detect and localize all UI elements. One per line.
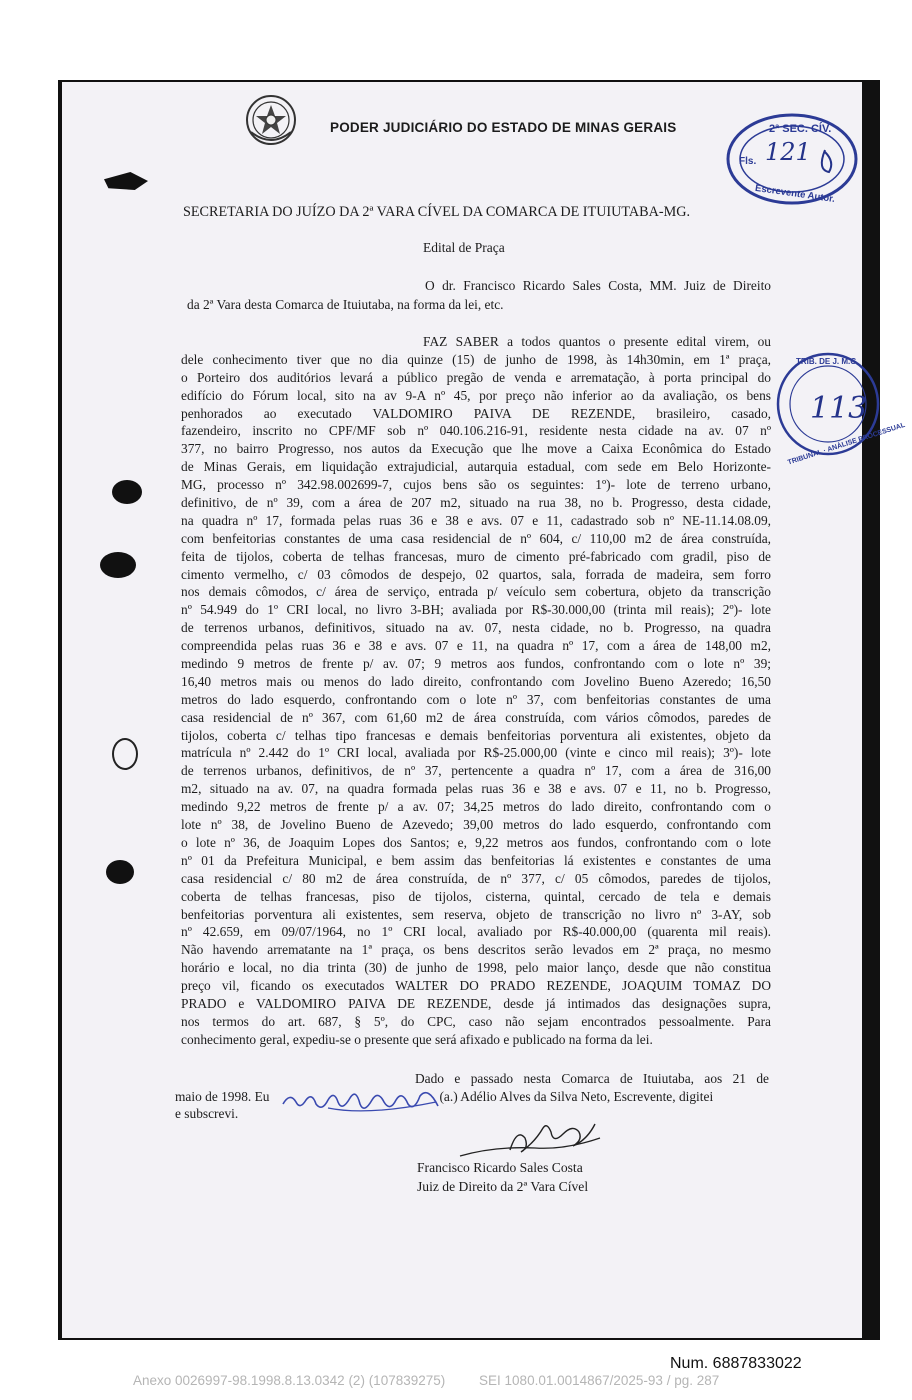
document-number: Num. 6887833022 xyxy=(670,1355,802,1372)
footer-sei: SEI 1080.01.0014867/2025-93 / pg. 287 xyxy=(479,1373,720,1388)
edital-body xyxy=(181,333,771,1049)
body-line: lote nº 38, de Jovelino Bueno de Azevedo; 39,00 metros do lado esquerdo, confrontando com xyxy=(181,817,771,833)
body-line: compreendida pelas ruas 36 e 38 e avs. 07 e 11, na quadra nº 17, com a área de 148,00 m2, xyxy=(181,638,771,654)
body-line: de terrenos urbanos, definitivos, situado na av. 07, nesta cidade, no b. Progresso, na quadra xyxy=(181,620,771,636)
tribunal-stamp xyxy=(766,344,907,467)
footer-anexo: Anexo 0026997-98.1998.8.13.0342 (2) (107839275) xyxy=(133,1373,446,1388)
body-line: nº 01 da Prefeitura Municipal, e bem assim das benfeitorias lá existentes e constantes de uma xyxy=(181,852,771,868)
body-line: 16,40 metros mais ou menos do lado direito, confrontando com Jovelino Bueno Azeredo; 16,50 xyxy=(181,673,771,689)
body-line: penhorados ao executado VALDOMIRO PAIVA DE REZENDE, brasileiro, casado, xyxy=(181,405,771,421)
coat-of-arms-icon xyxy=(243,92,299,148)
stamp-side-bottom: TRIBUNAL · ANÁLISE PROCESSUAL xyxy=(786,421,907,467)
stamp-side-number: 113 xyxy=(810,391,868,426)
body-line: m2, situado na av. 07, na quadra formada pelas ruas 36 e 38 e avs. 07 e 11, no b. Progresso, xyxy=(181,781,771,797)
body-line: 377, no bairro Progresso, nos autos da Execução que lhe move a Caixa Econômica do Estado xyxy=(181,441,771,457)
closing-paragraph xyxy=(175,1070,769,1123)
body-line: benfeitorias porventura ali existentes, sem reserva, objeto de transcrição no livro nº 3-AY, sob xyxy=(181,906,771,922)
intro-line: da 2ª Vara desta Comarca de Ituiutaba, na forma da lei, etc. xyxy=(187,297,504,312)
body-line: MG, processo nº 342.98.002699-7, cujos bens são os seguintes: 1º)- lote de terreno urbano, xyxy=(181,477,771,493)
body-line: matrícula nº 2.442 do 1º CRI local, avaliada por R$-25.000,00 (vinte e cinco mil reais); 3º)- lote xyxy=(181,745,771,761)
intro-paragraph xyxy=(187,276,771,314)
body-line: na quadra nº 17, formada pelas ruas 36 e 38 e avs. 07 e 11, cadastrado sob nº NE-11.14.08.09, xyxy=(181,512,771,528)
body-line: definitivo, de nº 39, com a área de 207 m2, situado na rua 38, no b. Progresso, desta cidade, xyxy=(181,495,771,511)
body-line: casa residencial c/ 80 m2 de área construída, de nº 377, c/ 05 cômodos, paredes de tijolos, xyxy=(181,870,771,886)
punch-hole xyxy=(112,480,142,504)
body-line: cimento vermelho, c/ 03 cômodos de despejo, 02 quartos, sala, forrada de madeira, sem forro xyxy=(181,566,771,582)
body-line: nº 54.949 do 1º CRI local, no livro 3-BH; avaliada por R$-30.000,00 (trinta mil reais); 2º)- lote xyxy=(181,602,771,618)
closing-line xyxy=(175,1088,769,1106)
secretaria-heading: SECRETARIA DO JUÍZO DA 2ª VARA CÍVEL DA COMARCA DE ITUIUTABA-MG. xyxy=(183,204,691,220)
body-line: PRADO e VALDOMIRO PAIVA DE REZENDE, desde já intimados das designações supra, xyxy=(181,995,771,1011)
body-line: o lote nº 36, de Joaquim Lopes dos Santos; e, 9,22 metros aos fundos, confrontando com o lote xyxy=(181,834,771,850)
body-line: Não havendo arrematante na 1ª praça, os bens descritos serão levados em 2ª praça, no mesmo xyxy=(181,942,771,958)
stamp-fls-label: Fls. xyxy=(739,156,757,167)
body-line: coberta de telhas francesas, piso de tijolos, cisterna, quintal, cercado de tela e demais xyxy=(181,888,771,904)
closing-line: e subscrevi. xyxy=(175,1106,239,1121)
footer-metadata xyxy=(133,1373,749,1388)
body-line: nos termos do art. 687, § 5º, do CPC, caso não sejam encontrados pessoalmente. Para xyxy=(181,1013,771,1029)
body-line: nº 42.659, em 09/07/1964, no 1º CRI local, avaliado por R$-40.000,00 (quarenta mil reais). xyxy=(181,924,771,940)
body-line: com benfeitorias constantes de uma casa residencial de nº 604, c/ 110,00 m2 de área construída, xyxy=(181,530,771,546)
signature-block xyxy=(417,1158,588,1196)
body-line: de Minas Gerais, em liquidação extrajudicial, autarquia estadual, com sede em Belo Horizonte- xyxy=(181,459,771,475)
stamp-side-top: TRIB. DE J. M.G. xyxy=(796,357,859,366)
document-title: Edital de Praça xyxy=(423,240,505,255)
punch-hole xyxy=(100,552,136,578)
body-line: casa residencial de nº 367, com 61,60 m2 de área construída, com vários cômodos, paredes de xyxy=(181,709,771,725)
signer-role: Juiz de Direito da 2ª Vara Cível xyxy=(417,1179,589,1194)
stamp-page-number: 121 xyxy=(765,138,811,166)
stamp-bottom-text: Escrevente Autor. xyxy=(754,182,836,205)
body-line: de terrenos urbanos, definitivos, de nº 37, pertencente a quadra nº 17, com a área de 316,00 xyxy=(181,763,771,779)
body-line: preço vil, ficando os executados WALTER DO PRADO REZENDE, JOAQUIM TOMAZ DO xyxy=(181,978,771,994)
body-line: medindo 9 metros de frente p/ av. 07; 9 metros aos fundos, confrontando com o lote nº 39; xyxy=(181,656,771,672)
intro-line: O dr. Francisco Ricardo Sales Costa, MM. Juiz de Direito xyxy=(425,278,771,293)
closing-line: Dado e passado nesta Comarca de Ituiutaba, aos 21 de xyxy=(415,1071,769,1086)
closing-text: maio de 1998. Eu xyxy=(175,1088,270,1104)
stamp-top-text: 2ª SEC. CÍV. xyxy=(769,123,832,135)
court-header: PODER JUDICIÁRIO DO ESTADO DE MINAS GERAIS xyxy=(330,120,677,135)
body-line: feita de tijolos, coberta de telhas francesas, muro de cimento pré-fabricado com gradil, piso de xyxy=(181,548,771,564)
body-line: edifício do Fórum local, sito na av 9-A nº 45, por preço não inferior ao da avaliação, os bens xyxy=(181,387,771,403)
body-line: FAZ SABER a todos quantos o presente edital virem, ou xyxy=(423,334,771,349)
body-line: medindo 9,22 metros de frente p/ a av. 07; 34,25 metros do lado direito, confrontando com o xyxy=(181,799,771,815)
body-line: metros do lado esquerdo, confrontando com o lote nº 37, com benfeitorias constantes de uma xyxy=(181,691,771,707)
body-line: fazendeiro, inscrito no CPF/MF sob nº 040.106.216-91, residente nesta cidade na av. 07 nº xyxy=(181,423,771,439)
punch-hole xyxy=(112,738,138,770)
body-line: conhecimento geral, expediu-se o presente que será afixado e publicado na forma da lei. xyxy=(181,1031,653,1047)
body-line: o Porteiro dos auditórios levará a público pregão de venda e arrematação, à porta principal do xyxy=(181,369,771,385)
closing-text: (a.) Adélio Alves da Silva Neto, Escrevente, digitei xyxy=(439,1088,714,1104)
body-line: nos demais cômodos, c/ área de serviço, entrada p/ veículo sem cobertura, objeto da transcrição xyxy=(181,584,771,600)
body-line: horário e local, no dia trinta (30) de junho de 1998, pelo maior lanço, desde que não constitua xyxy=(181,960,771,976)
body-line: dele conhecimento tiver que no dia quinze (15) de junho de 1998, às 14h30min, em 1ª praça, xyxy=(181,351,771,367)
punch-hole xyxy=(106,860,134,884)
clerk-signature xyxy=(278,1082,443,1116)
body-line: tijolos, coberta c/ telhas tipo francesas e demais benfeitorias porventura ali existentes, objeto da xyxy=(181,727,771,743)
signer-name: Francisco Ricardo Sales Costa xyxy=(417,1160,583,1175)
court-stamp xyxy=(725,112,859,206)
